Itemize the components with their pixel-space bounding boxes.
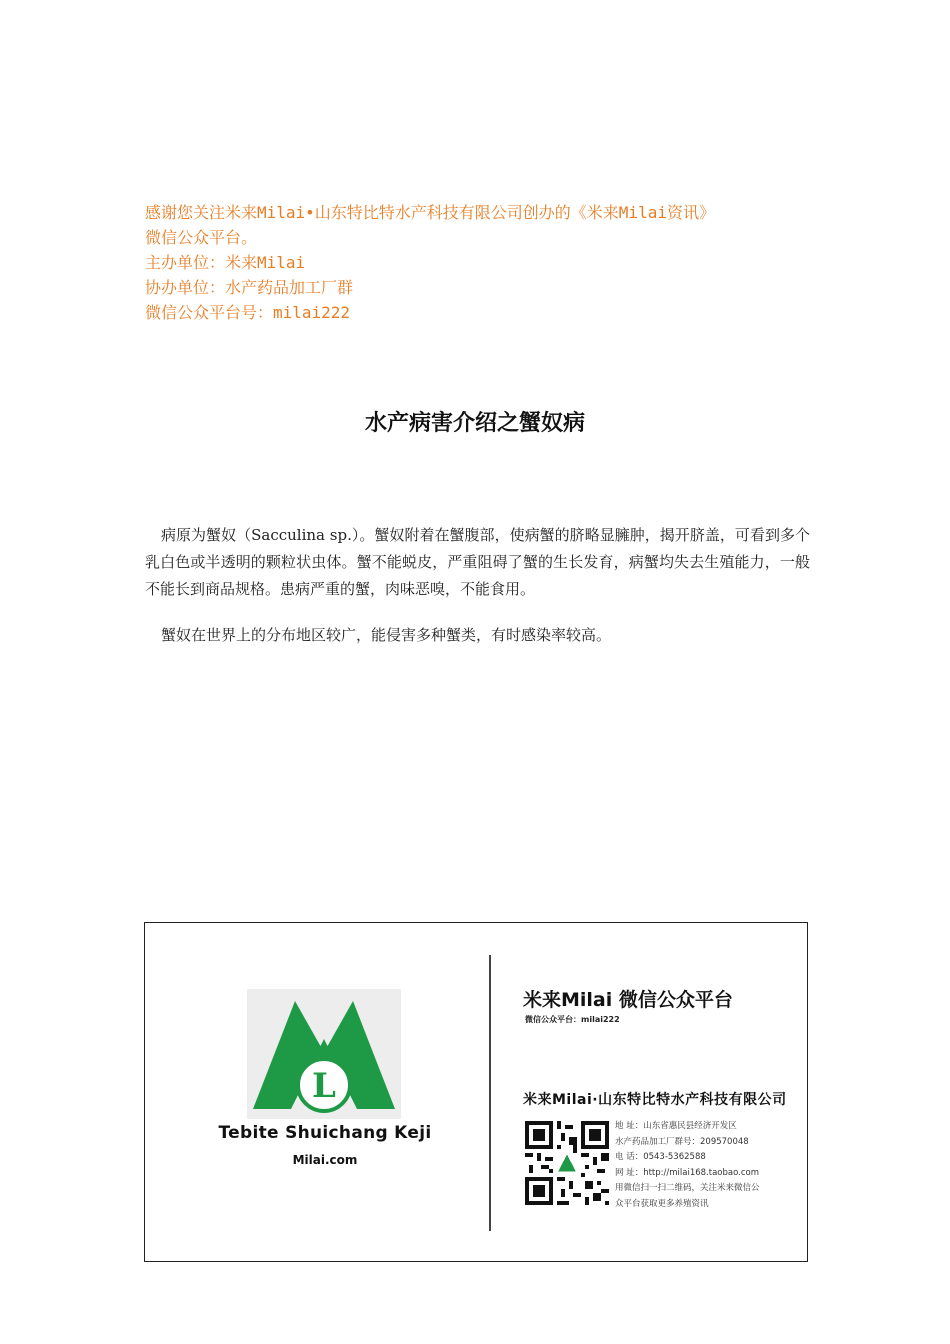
intro-line-1: 感谢您关注米来Milai•山东特比特水产科技有限公司创办的《米来Milai资讯》: [145, 203, 715, 222]
business-card: [144, 922, 808, 1262]
contact-info: [615, 1119, 805, 1212]
brand-site: Milai.com: [292, 1153, 358, 1167]
contact-note-2: 众平台获取更多养殖资讯: [615, 1198, 709, 1209]
wechat-title: 米来Milai 微信公众平台: [523, 989, 733, 1011]
article-title: 水产病害介绍之蟹奴病: [364, 411, 585, 436]
intro-co-host: 协办单位：水产药品加工厂群: [145, 278, 354, 297]
contact-note-1: 用微信扫一扫二维码，关注米来微信公: [615, 1183, 760, 1193]
qr-code-icon: [525, 1121, 609, 1205]
card-divider: [489, 955, 491, 1231]
wechat-subtitle: 微信公众平台：milai222: [525, 1015, 620, 1024]
intro-account: 微信公众平台号：milai222: [145, 303, 351, 322]
contact-group: 水产药品加工厂群号：209570048: [615, 1136, 749, 1147]
company-logo: [247, 989, 401, 1119]
brand-name: Tebite Shuichang Keji: [218, 1123, 432, 1143]
contact-address: 地 址：山东省惠民县经济开发区: [615, 1121, 737, 1131]
logo-letter: L: [312, 1066, 336, 1106]
intro-block: [145, 200, 815, 325]
article-paragraph-1: 病原为蟹奴（Sacculina sp.）。蟹奴附着在蟹腹部，使病蟹的脐略显臃肿，揭开脐盖，可看到多个乳白色或半透明的颗粒状虫体。蟹不能蜕皮，严重阻碍了蟹的生长发育，病蟹均失去生殖能力，一般不能长到商品规格。患病严重的蟹，肉味恶嗅，不能食用。: [145, 526, 810, 598]
article-paragraph-2: 蟹奴在世界上的分布地区较广，能侵害多种蟹类，有时感染率较高。: [161, 626, 612, 644]
company-name: 米来Milai·山东特比特水产科技有限公司: [523, 1092, 787, 1108]
contact-phone: 电 话：0543-5362588: [615, 1152, 706, 1162]
contact-web: 网 址：http://milai168.taobao.com: [615, 1167, 759, 1178]
intro-line-2: 微信公众平台。: [145, 228, 258, 247]
intro-host: 主办单位：米来Milai: [145, 253, 306, 272]
